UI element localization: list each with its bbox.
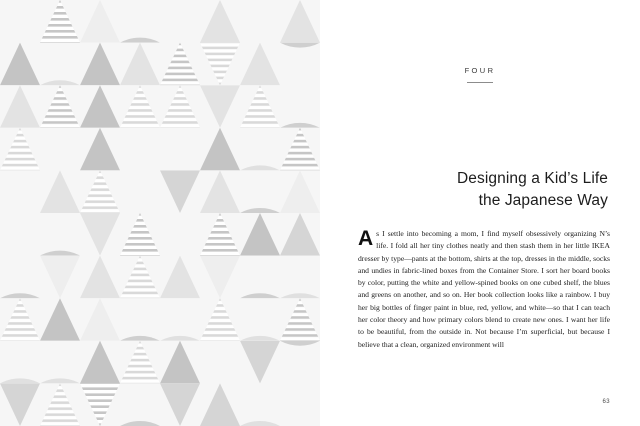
chapter-title-line-2: the Japanese Way	[478, 191, 608, 209]
chapter-divider-rule	[467, 82, 493, 83]
chapter-number: FOUR	[464, 66, 496, 75]
page-title	[350, 168, 608, 211]
chapter-title-line-1: Designing a Kid’s Life	[457, 170, 608, 188]
body-text: s I settle into becoming a mom, I find myself obsessively organizing N’s life. I fold all her tiny clothes neatly and then stash them in her little IKEA dresser by type—pants at the bottom, shirts at the top, dresses in the middle, socks and undies in fabric-lined boxes from the Container Store. I sort her board books by color, putting the white and yellow-spined books on one cubed shelf, the blues and greens on another, and so on. Her book collection looks like a rainbow. I buy her big bottles of finger paint in blue, red, yellow, and white—so that I can teach her color theory and how primary colors blend to create new ones. I want her life to be beautiful, from the outside in. Not because I’m superficial, but because I believe that a clean, organized environment will	[358, 229, 610, 349]
body-paragraph	[358, 228, 610, 351]
right-page-text	[320, 0, 640, 426]
page-number: 63	[602, 399, 610, 405]
drop-cap: A	[358, 227, 374, 250]
